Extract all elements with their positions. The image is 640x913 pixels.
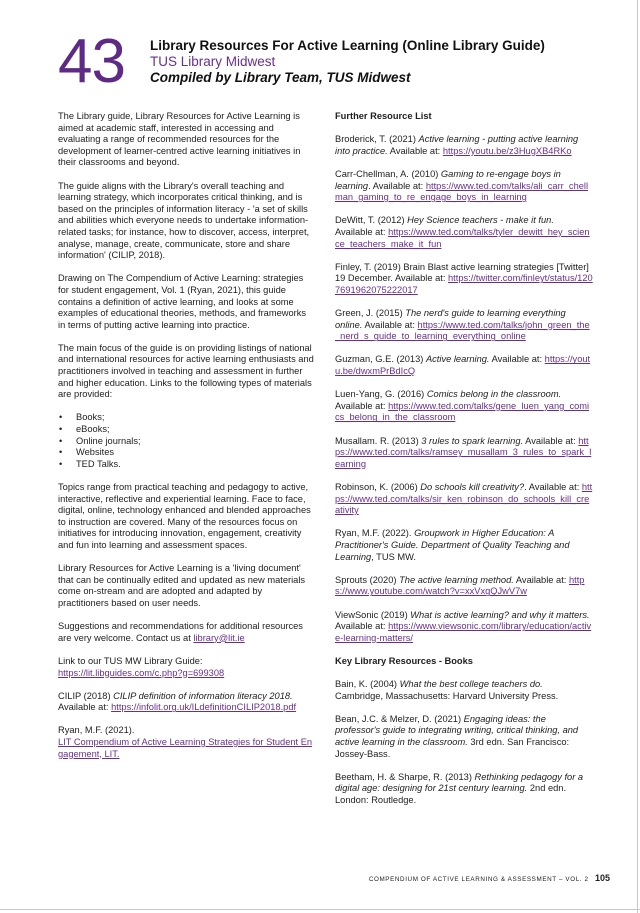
book-author: Beetham, H. & Sharpe, R. (2013) — [335, 771, 475, 782]
reference-link[interactable]: https://youtu.be/dwxmPrBdIcQ — [335, 354, 591, 377]
reference-title: Active learning. — [425, 354, 490, 365]
book-publication: 3rd edn. San Francisco: Jossey-Bass. — [335, 737, 570, 759]
reference-title: The active learning method. — [399, 574, 514, 585]
cilip-link[interactable]: https://infolit.org.uk/ILdefinitionCILIP2018.pdf — [111, 702, 297, 713]
running-title: COMPENDIUM OF ACTIVE LEARNING & ASSESSMENT – VOL. 2 — [368, 876, 589, 883]
reference-author: Sprouts (2020) — [335, 574, 400, 585]
reference-title: Gaming to re-engage boys in learning — [335, 168, 561, 191]
reference-link[interactable]: https://youtu.be/z3HugXB4RKo — [442, 145, 572, 156]
cilip-reference: CILIP (2018) CILIP definition of information literacy 2018. Available at: https://infolit.org.uk/ILdefinitionCILIP2018.pdf — [58, 690, 297, 713]
strategy-paragraph: The guide aligns with the Library's overall teaching and learning strategy, which incorporates critical thinking, and is based on the principles of information literacy - 'a set of skills and abilities which everyone needs to undertake information-related tasks; for instance, how to discover, access, interpret, analyse, manage, create, communicate, store and share information' (CILIP, 2018). — [58, 180, 310, 261]
reference-availability: Available at: — [362, 319, 418, 330]
reference-item — [335, 528, 593, 563]
reference-item — [335, 575, 593, 598]
reference-item — [335, 308, 593, 343]
book-title: What the best college teachers do. — [399, 679, 543, 690]
book-item — [335, 714, 593, 760]
reference-link[interactable]: https://www.youtube.com/watch?v=xxVxgQJwV7w — [335, 574, 585, 597]
reference-author: Robinson, K. (2006) — [335, 482, 421, 492]
reference-item — [335, 610, 593, 645]
reference-link[interactable]: https://www.ted.com/talks/ali_carr_chellman_gaming_to_re_engage_boys_in_learning — [335, 180, 589, 203]
reference-title: The nerd's guide to learning everything online. — [335, 308, 566, 330]
list-item: • TED Talks. — [58, 459, 314, 471]
reference-item — [335, 262, 593, 297]
chapter-titles — [150, 38, 545, 86]
page-number: 105 — [594, 873, 610, 883]
reference-availability: Available at: — [489, 354, 545, 365]
reference-item — [335, 134, 593, 157]
list-item: • eBooks; — [58, 424, 314, 436]
intro-paragraph: The Library guide, Library Resources for Active Learning is aimed at academic staff, interested in accessing and evaluating a range of recommended resources for the development of learner-centred active learning initiatives in their classrooms and beyond. — [58, 111, 301, 168]
chapter-number: 43 — [58, 27, 125, 96]
living-document-paragraph: Library Resources for Active Learning is a 'living document' that can be continually edited and updated as new materials come on-stream and are adopted and adapted by practitioners based on user needs. — [58, 563, 306, 608]
book-item — [335, 679, 593, 702]
book-publication: 2nd edn. London: Routledge. — [335, 783, 567, 806]
reference-author: Carr-Chellman, A. (2010) — [335, 168, 441, 179]
book-list — [335, 679, 593, 807]
reference-title: What is active learning? and why it matters. — [410, 609, 590, 620]
reference-title: Groupwork in Higher Education: A Practitioner's Guide. Department of Quality Teaching and Learning — [335, 528, 570, 562]
reference-title: 3 rules to spark learning. — [421, 435, 524, 446]
book-author: Bean, J.C. & Melzer, D. (2021) — [335, 713, 464, 724]
reference-link[interactable]: https://www.ted.com/talks/gene_luen_yang_comics_belong_in_the_classroom — [335, 400, 590, 423]
page-edge-bottom — [0, 909, 640, 910]
chapter-institution: TUS Library Midwest — [150, 54, 276, 69]
reference-item — [335, 389, 593, 424]
book-author: Bain, K. (2004) — [335, 679, 400, 690]
reference-title: Do schools kill creativity? — [420, 482, 525, 492]
reference-title: Comics belong in the classroom. — [426, 389, 562, 400]
right-column — [335, 111, 593, 818]
guide-link-paragraph: Link to our TUS MW Library Guide: https://lit.libguides.com/c.php?g=699308 — [58, 655, 225, 678]
reference-author: Green, J. (2015) — [335, 308, 406, 319]
books-heading: Key Library Resources - Books — [335, 655, 473, 666]
compendium-paragraph: Drawing on The Compendium of Active Learning: strategies for student engagement, Vol. 1 (Ryan, 2021), this guide contains a definition of active learning, and looks at some examples of educational theories, methods, and frameworks in terms of putting active learning into practice. — [58, 273, 307, 330]
book-title: Rethinking pedagogy for a digital age: designing for 21st century learning. — [335, 771, 584, 794]
reference-availability: Available at: — [335, 400, 389, 411]
reference-list — [335, 134, 593, 644]
reference-author: Guzman, G.E. (2013) — [335, 354, 426, 365]
reference-author: Finley, T. (2019) Brain Blast active learning strategies [Twitter] 19 December. Available at: — [335, 261, 589, 284]
reference-availability: Available at: — [523, 435, 579, 446]
reference-author: Ryan, M.F. (2022). — [335, 528, 415, 539]
reference-item — [335, 482, 593, 517]
list-item: • Online journals; — [58, 436, 314, 448]
reference-author: ViewSonic (2019) — [335, 609, 411, 620]
reference-item — [335, 436, 593, 471]
reference-availability: Available at: — [335, 226, 389, 237]
reference-title: Active learning - putting active learning into practice. — [335, 134, 579, 156]
book-title: Engaging ideas: the professor's guide to integrating writing, critical thinking, and active learning in the classroom. — [335, 713, 579, 748]
reference-availability: Available at: — [387, 145, 443, 156]
book-publication: Cambridge, Massachusetts: Harvard University Press. — [335, 690, 559, 701]
reference-link[interactable]: https://www.ted.com/talks/ramsey_musallam_3_rules_to_spark_learning — [335, 435, 592, 469]
page-edge-right — [637, 0, 638, 913]
library-guide-link[interactable]: https://lit.libguides.com/c.php?g=699308 — [58, 667, 225, 678]
focus-paragraph: The main focus of the guide is on providing listings of national and international resources for active learning enthusiasts and practitioners involved in teaching and assessment in further and higher education. Links to the following types of materials are provided: — [58, 342, 314, 400]
compendium-link[interactable]: LIT Compendium of Active Learning Strategies for Student Engagement, LIT. — [58, 737, 313, 759]
reference-item — [335, 215, 593, 250]
material-types-list — [58, 412, 314, 470]
reference-author: Luen-Yang, G. (2016) — [335, 389, 427, 400]
list-item: • Websites — [58, 447, 314, 459]
ryan-reference: Ryan, M.F. (2021). LIT Compendium of Active Learning Strategies for Student Engagement, LIT. — [58, 725, 313, 759]
list-item: • Books; — [58, 412, 314, 424]
reference-author: DeWitt, T. (2012) — [335, 215, 408, 226]
book-item — [335, 772, 593, 807]
contact-email-link[interactable]: library@lit.ie — [193, 632, 245, 643]
reference-link[interactable]: https://www.viewsonic.com/library/education/active-learning-matters/ — [335, 621, 592, 643]
left-column — [58, 111, 314, 772]
reference-item — [335, 354, 593, 377]
reference-availability: Available at: — [513, 574, 569, 585]
reference-link[interactable]: https://www.ted.com/talks/john_green_the_nerd_s_guide_to_learning_everything_online — [335, 319, 590, 342]
reference-availability: , TUS MW. — [371, 551, 416, 562]
page-footer — [0, 873, 610, 883]
reference-availability: . Available at: — [524, 482, 582, 492]
reference-link[interactable]: https://www.ted.com/talks/sir_ken_robinson_do_schools_kill_creativity — [335, 482, 593, 516]
chapter-header — [58, 27, 628, 96]
reference-author: Musallam. R. (2013) — [335, 435, 422, 446]
contact-paragraph: Suggestions and recommendations for additional resources are very welcome. Contact us at library@lit.ie — [58, 621, 303, 643]
further-resources-heading: Further Resource List — [335, 111, 432, 121]
chapter-title: Library Resources For Active Learning (Online Library Guide) — [150, 38, 545, 53]
topics-paragraph: Topics range from practical teaching and pedagogy to active, interactive, reflective and experiential learning. Face to face, digital, online, technology enhanced and blended approaches to instruction are covered. Many of the resources focus on initiatives for introducing innovation, engagement, creativity and fun into learning and assessment spaces. — [58, 482, 311, 550]
chapter-compiled-by: Compiled by Library Team, TUS Midwest — [150, 70, 411, 85]
reference-link[interactable]: https://www.ted.com/talks/tyler_dewitt_hey_science_teachers_make_it_fun — [335, 226, 590, 249]
reference-availability: . Available at: — [368, 180, 426, 191]
reference-item — [335, 169, 593, 204]
reference-availability: Available at: — [335, 621, 389, 632]
reference-title: Hey Science teachers - make it fun. — [407, 215, 554, 226]
reference-link[interactable]: https://twitter.com/finleyt/status/1207691962075222017 — [335, 273, 593, 295]
reference-author: Broderick, T. (2021) — [335, 134, 419, 145]
